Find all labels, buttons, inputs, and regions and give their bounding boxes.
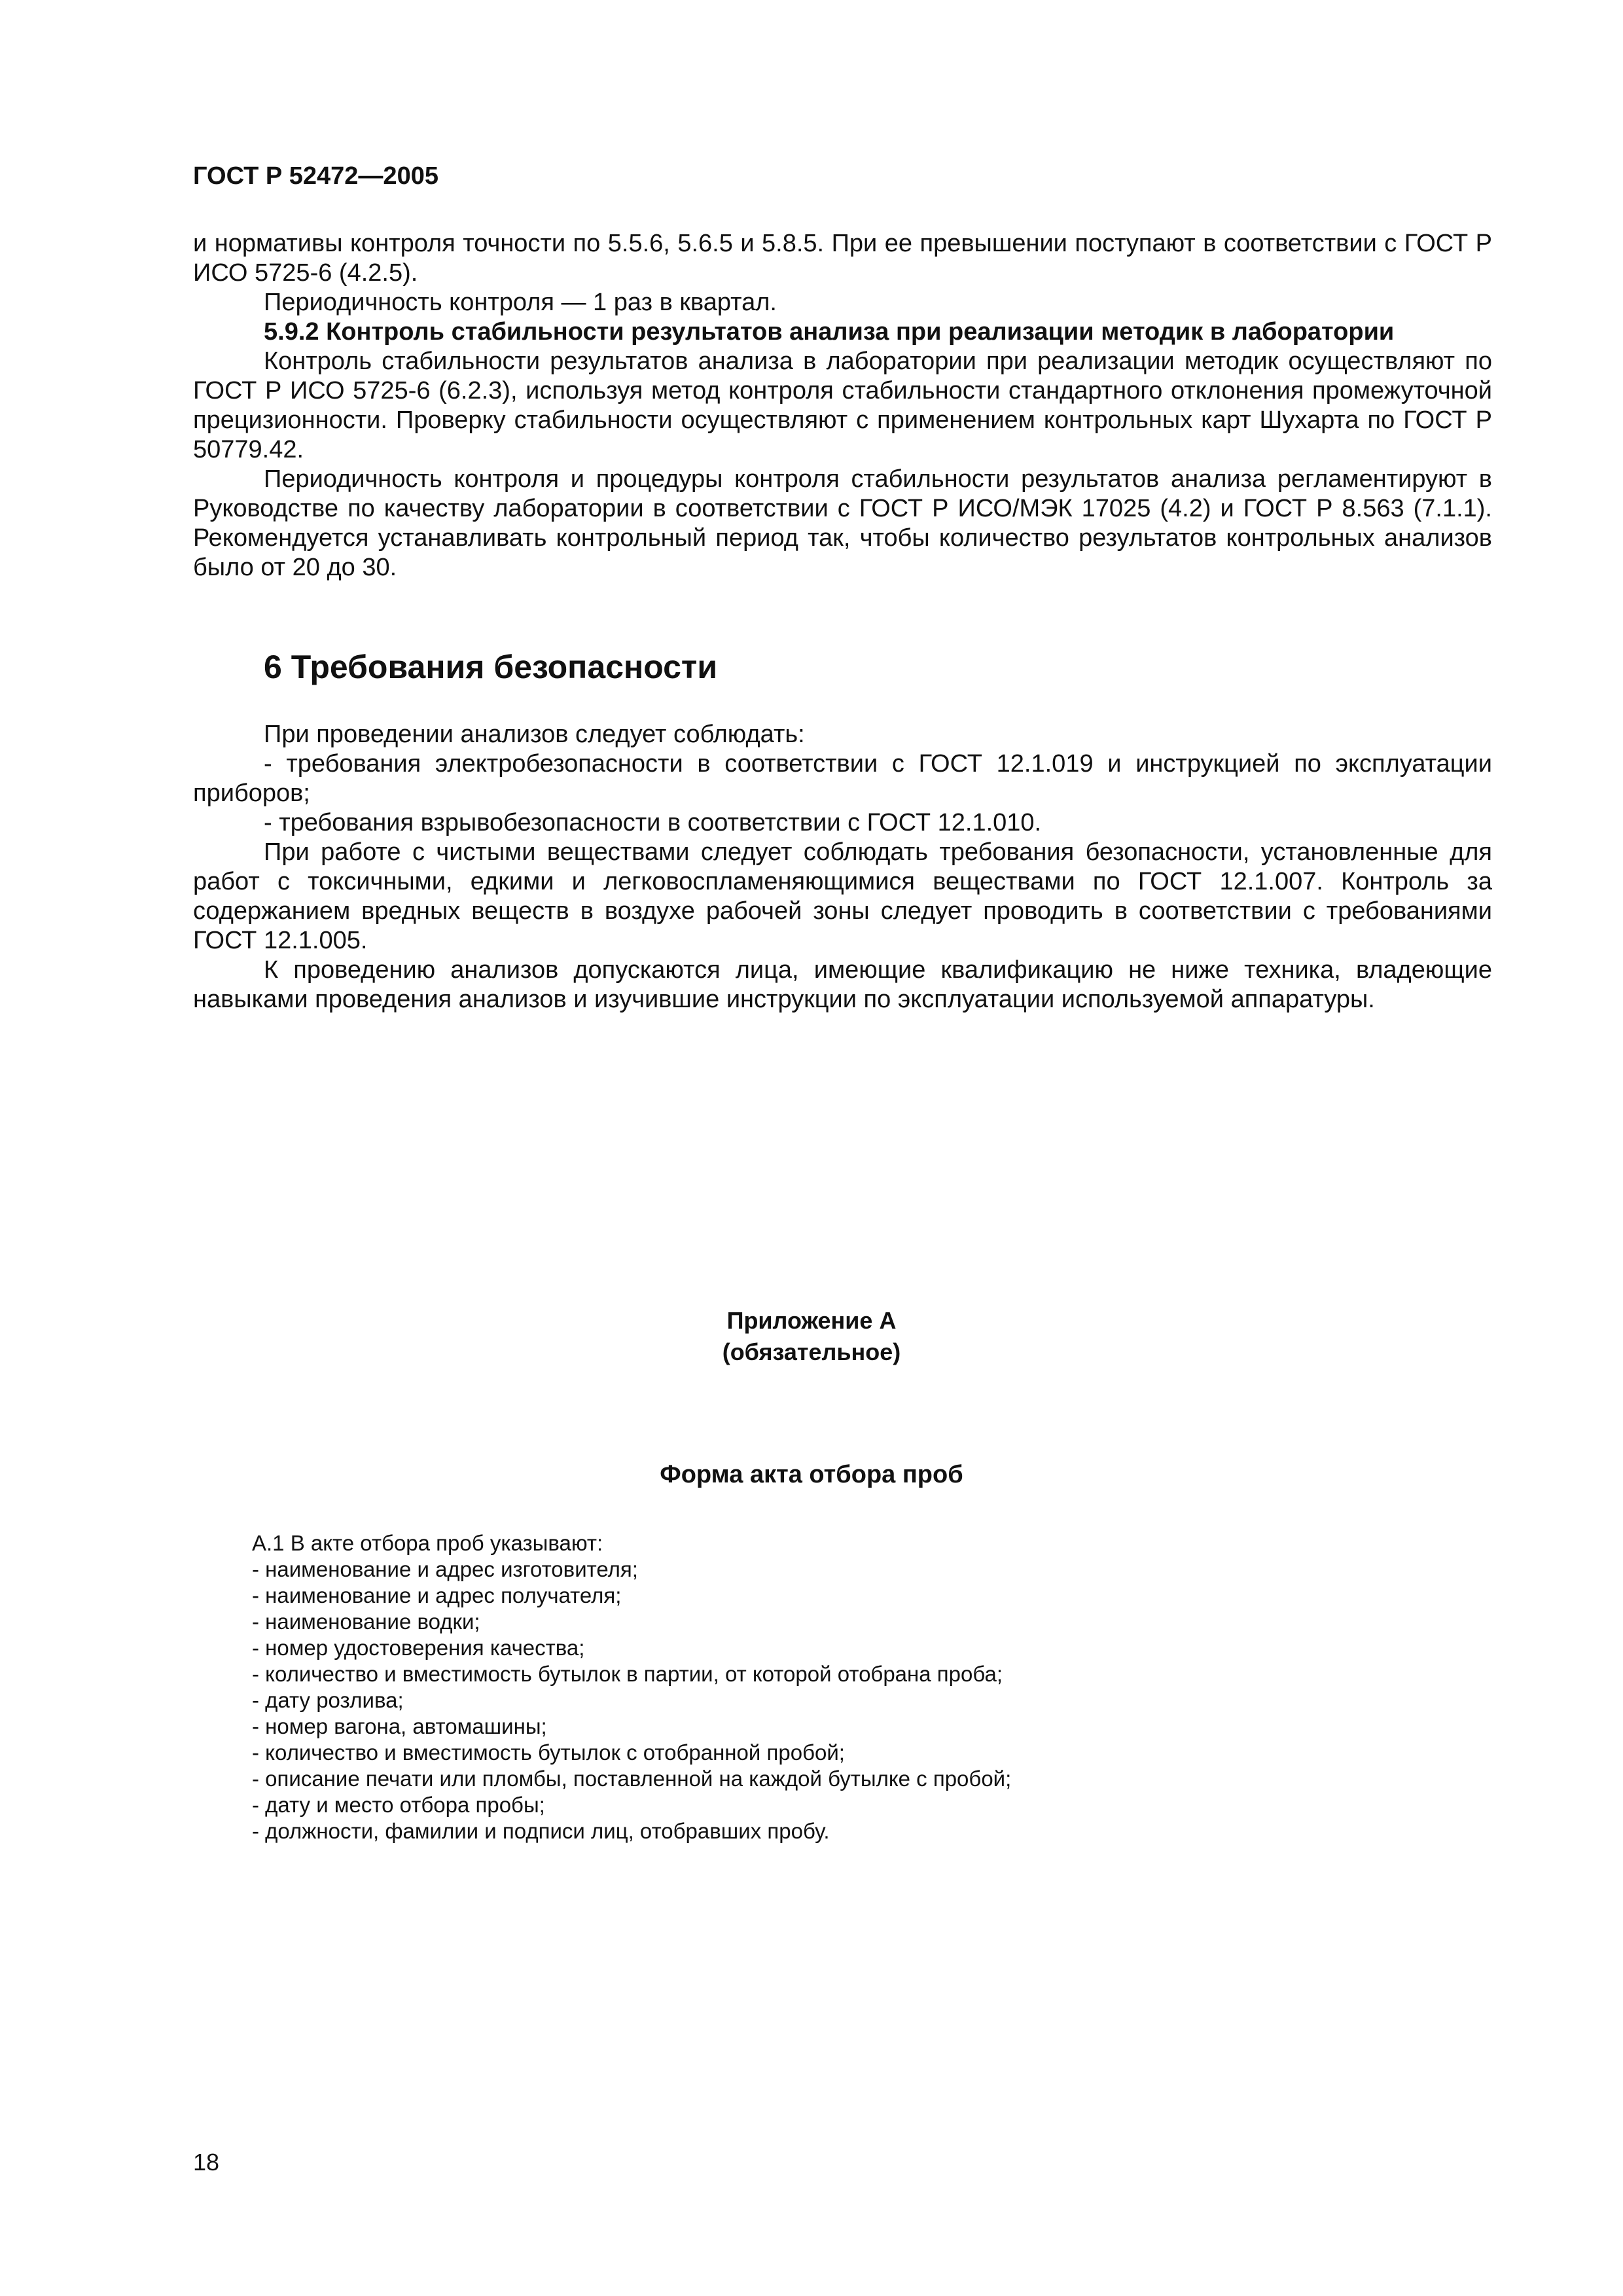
list-item: - требования электробезопасности в соответствии с ГОСТ 12.1.019 и инструкцией по эксплуатации приборов; bbox=[193, 750, 1492, 807]
page-number: 18 bbox=[193, 2149, 220, 2176]
paragraph: При работе с чистыми веществами следует соблюдать требования безопасности, установленные для работ с токсичными, едкими и легковоспламеняющимися веществами по ГОСТ 12.1.007. Контроль за содержанием вредных веществ в воздухе рабочей зоны следует проводить в соответствии с требованиями ГОСТ 12.1.005. bbox=[193, 838, 1492, 954]
paragraph: К проведению анализов допускаются лица, имеющие квалификацию не ниже техника, владеющие навыками проведения анализов и изучившие инструкции по эксплуатации используемой аппаратуры. bbox=[193, 956, 1492, 1013]
list-item: - описание печати или пломбы, поставленной на каждой бутылке с пробой; bbox=[252, 1767, 1012, 1791]
annex-status: (обязательное) bbox=[722, 1338, 901, 1365]
list-item: - дату и место отбора пробы; bbox=[252, 1793, 545, 1817]
list-item: - наименование и адрес получателя; bbox=[252, 1583, 622, 1607]
document-header: ГОСТ Р 52472—2005 bbox=[193, 162, 438, 190]
paragraph: При проведении анализов следует соблюдать: bbox=[264, 721, 805, 748]
section-6-body bbox=[193, 720, 1492, 1014]
list-item: - наименование водки; bbox=[252, 1609, 480, 1634]
list-item: - требования взрывобезопасности в соответствии с ГОСТ 12.1.010. bbox=[264, 809, 1042, 836]
subsection-heading: 5.9.2 Контроль стабильности результатов анализа при реализации методик в лаборатории bbox=[264, 318, 1395, 346]
annex-title: Приложение А bbox=[726, 1307, 897, 1334]
annex-intro: А.1 В акте отбора проб указывают: bbox=[252, 1531, 603, 1555]
paragraph: Контроль стабильности результатов анализа в лаборатории при реализации методик осуществляют по ГОСТ Р ИСО 5725-6 (6.2.3), используя метод контроля стабильности стандартного отклонения промежуточной прецизионности. Проверку стабильности осуществляют с применением контрольных карт Шухарта по ГОСТ Р 50779.42. bbox=[193, 348, 1492, 463]
annex-list bbox=[252, 1530, 1495, 1844]
list-item: - должности, фамилии и подписи лиц, отобравших пробу. bbox=[252, 1819, 830, 1843]
section-5-continuation bbox=[193, 229, 1492, 583]
form-title: Форма акта отбора проб bbox=[660, 1461, 963, 1488]
paragraph: Периодичность контроля — 1 раз в квартал. bbox=[264, 289, 777, 316]
section-6-title: 6 Требования безопасности bbox=[264, 649, 718, 685]
paragraph: Периодичность контроля и процедуры контроля стабильности результатов анализа регламентируют в Руководстве по качеству лаборатории в соответствии с ГОСТ Р ИСО/МЭК 17025 (4.2) и ГОСТ Р 8.563 (7.1.1). Рекомендуется устанавливать контрольный период так, чтобы количество результатов контрольных анализов было от 20 до 30. bbox=[193, 465, 1492, 581]
list-item: - количество и вместимость бутылок с отобранной пробой; bbox=[252, 1740, 845, 1765]
list-item: - номер удостоверения качества; bbox=[252, 1636, 585, 1660]
list-item: - количество и вместимость бутылок в партии, от которой отобрана проба; bbox=[252, 1662, 1003, 1686]
list-item: - дату розлива; bbox=[252, 1688, 404, 1712]
list-item: - наименование и адрес изготовителя; bbox=[252, 1557, 638, 1581]
list-item: - номер вагона, автомашины; bbox=[252, 1714, 547, 1738]
paragraph: и нормативы контроля точности по 5.5.6, 5.6.5 и 5.8.5. При ее превышении поступают в соответствии с ГОСТ Р ИСО 5725-6 (4.2.5). bbox=[193, 230, 1492, 287]
